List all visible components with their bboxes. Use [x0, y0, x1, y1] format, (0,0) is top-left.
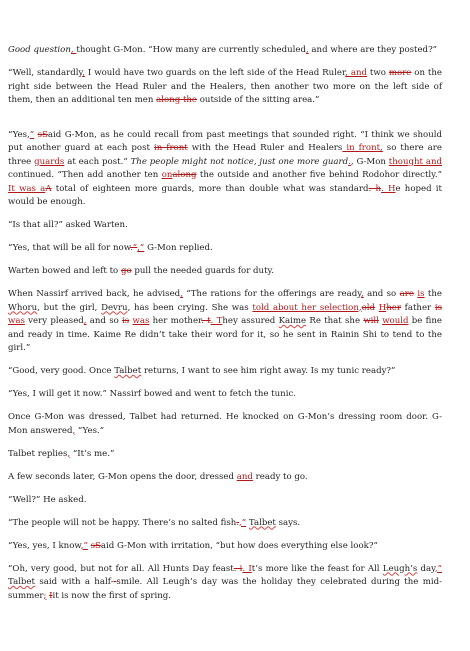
deleted-text: more [388, 68, 412, 78]
deleted-text: in front [153, 143, 188, 153]
text-run: two [366, 68, 389, 78]
inserted-text: , [360, 289, 364, 299]
inserted-text: It was a [8, 183, 46, 194]
text-run: says. [275, 517, 301, 528]
text-run: ready to go. [252, 471, 308, 482]
text-run: t’s more like the feast for All [251, 563, 383, 574]
text-run: “Is that all?” asked Warten. [8, 220, 128, 230]
text-run: so there are three [8, 143, 442, 167]
text-run: day [417, 563, 435, 574]
inserted-text: , [70, 45, 77, 55]
text-run: with the Head Ruler and Healers [187, 143, 343, 153]
text-run: “Yes, I will get it now.” Nassirf bowed and went to fetch the tunic. [8, 389, 296, 399]
inserted-text: . I [242, 563, 252, 574]
deleted-text: her [386, 302, 401, 313]
inserted-text: ,” [137, 243, 145, 253]
deleted-text: along [172, 170, 197, 180]
text-run: G-Mon replied. [144, 243, 213, 253]
text-run: and where are they posted?” [308, 45, 438, 55]
text-run: father [400, 302, 435, 313]
misspelled-word: Talbet [248, 517, 276, 528]
deleted-text: A [45, 183, 52, 194]
text-run: total of eighteen more guards, more than double what was standard [51, 183, 369, 194]
deleted-text: are [399, 289, 414, 299]
deleted-text: will [363, 316, 379, 326]
inserted-text: was [8, 316, 25, 326]
deleted-text: sS [37, 129, 48, 140]
inserted-text: thought and [388, 156, 443, 167]
text-run: , G-Mon [350, 156, 389, 167]
text-run: , has been crying. She was [127, 302, 253, 313]
deleted-text: . i [233, 563, 243, 574]
paragraph [8, 365, 442, 379]
deleted-text: along the [156, 95, 198, 105]
misspelled-word: Leugh’s [382, 563, 418, 574]
inserted-text: , [305, 45, 309, 55]
text-run: smile. All Leugh’s day was the holiday they celebrated during the mid-summer [8, 577, 442, 601]
deleted-text: is [122, 316, 130, 326]
inserted-text: is [417, 289, 425, 299]
text-run: Talbet replies [8, 448, 68, 459]
text-run: Warten bowed and left to [8, 266, 121, 276]
inserted-text: in front, [342, 143, 383, 153]
text-run: hey assured [222, 316, 279, 326]
misspelled-word: Whoru [8, 302, 38, 313]
text-run: thought G-Mon. “How many are currently scheduled [76, 45, 306, 55]
inserted-text: told about her selection, [252, 302, 362, 313]
text-run: said with a half- [34, 577, 114, 587]
paragraph [8, 265, 442, 279]
text-run: “The rations for the offerings are ready [182, 289, 361, 299]
text-run: aid G-Mon with irritation, “but how does everything else look?” [100, 540, 378, 551]
text-run: her mother [149, 316, 202, 326]
paragraph [8, 448, 442, 462]
text-run: “Yes.” [75, 425, 105, 436]
inserted-text: , [180, 289, 183, 299]
text-run: “Yes, that will be all for now [8, 243, 131, 253]
paragraph [8, 129, 442, 210]
inserted-text: H [378, 302, 387, 313]
document-page [8, 44, 442, 613]
text-run: “Good, very good. Once [8, 366, 115, 376]
paragraph [8, 540, 442, 554]
misspelled-word: Kaime [278, 316, 307, 326]
text-run: continued. “Then add another ten [8, 170, 162, 180]
paragraph [8, 219, 442, 233]
text-run: on the right side between the Head Ruler and the Healers, then another two more on the left side of them, then an additional ten men [8, 68, 443, 105]
deleted-text: . h [368, 183, 382, 194]
text-run: A few seconds later, G-Mon opens the door, dressed [8, 471, 237, 482]
text-run: very pleased [24, 316, 84, 326]
paragraph [8, 517, 442, 531]
inserted-text: , and [345, 68, 367, 78]
misspelled-word: Talbet [114, 366, 142, 376]
inserted-text: and [236, 471, 253, 482]
text-run: outside of the sitting area.” [197, 95, 320, 105]
text-run: “Well, standardly [8, 68, 83, 78]
inserted-text: , [82, 68, 85, 78]
text-run: be fine and ready in time. Kaime Re didn’t take their word for it, so he sent in Rainin Shi to tend to the girl.” [8, 316, 442, 353]
text-run: Re that she [306, 316, 364, 326]
deleted-text: .” [130, 243, 138, 253]
text-run: at each post.” [64, 156, 131, 167]
deleted-text: . [236, 517, 240, 528]
italic-text: The people might not notice, just one more guard [130, 156, 349, 167]
inserted-text: ; [43, 590, 47, 601]
text-run: pull the needed guards for duty. [131, 266, 274, 276]
inserted-text: ,” [80, 540, 88, 551]
text-run: e hoped it would be enough. [8, 183, 443, 207]
paragraph [8, 471, 442, 485]
text-run: “Yes, yes, I know [8, 540, 81, 551]
inserted-text: ,” [239, 517, 247, 528]
deleted-text: is [434, 302, 443, 313]
paragraph [8, 411, 442, 438]
inserted-text: was [132, 316, 150, 326]
paragraph [8, 242, 442, 256]
text-run: I would have two guards on the left side of the Head Ruler [84, 68, 346, 78]
inserted-text: , [67, 448, 71, 459]
text-run: When Nassirf arrived back, he advised [8, 289, 181, 299]
deleted-text: sS [90, 540, 101, 551]
text-run: the [424, 289, 442, 299]
deleted-text: old [361, 302, 376, 313]
deleted-text: go [120, 266, 132, 276]
inserted-text: on [161, 170, 173, 180]
deleted-text: - [113, 577, 117, 587]
deleted-text: I [49, 590, 53, 601]
text-run: it is now the first of spring. [52, 590, 171, 601]
text-run: and so [363, 289, 400, 299]
inserted-text: . H [381, 183, 396, 194]
text-run: “Yes, [8, 129, 30, 140]
inserted-text: guards [34, 156, 65, 167]
italic-text: Good question [8, 45, 71, 55]
inserted-text: . T [210, 316, 223, 326]
deleted-text: . t [201, 316, 211, 326]
text-run: returns, I want to see him right away. Is my tunic ready?” [141, 366, 396, 376]
text-run: Once G-Mon was dressed, Talbet had returned. He knocked on G-Mon’s dressing room door. G-Mon answered [8, 412, 442, 436]
inserted-text: , [83, 316, 87, 326]
paragraph [8, 67, 442, 108]
text-run: aid G-Mon, as he could recall from past meetings that sounded right. “I think we should put another guard at each post [8, 129, 443, 153]
text-run: “Well?” He asked. [8, 494, 87, 505]
text-run: “Oh, very good, but not for all. All Hunts Day feast [8, 563, 234, 574]
paragraph [8, 44, 442, 58]
text-run: , but the girl, [37, 302, 102, 313]
inserted-text: would [382, 316, 409, 326]
inserted-text: ,” [434, 563, 443, 574]
text-run: and so [86, 316, 123, 326]
misspelled-word: Devru [101, 302, 128, 313]
misspelled-word: Talbet [8, 577, 35, 587]
inserted-text: . [348, 156, 351, 167]
text-run: “The people will not be happy. There’s no salted fish [8, 517, 237, 528]
paragraph [8, 494, 442, 508]
text-run: the outside and another five behind Rodohor directly.” [196, 170, 442, 180]
paragraph [8, 563, 442, 604]
inserted-text: , [72, 425, 76, 436]
inserted-text: ” [29, 129, 35, 140]
paragraph [8, 288, 442, 356]
paragraph [8, 388, 442, 402]
text-run: “It’s me.” [70, 448, 115, 459]
